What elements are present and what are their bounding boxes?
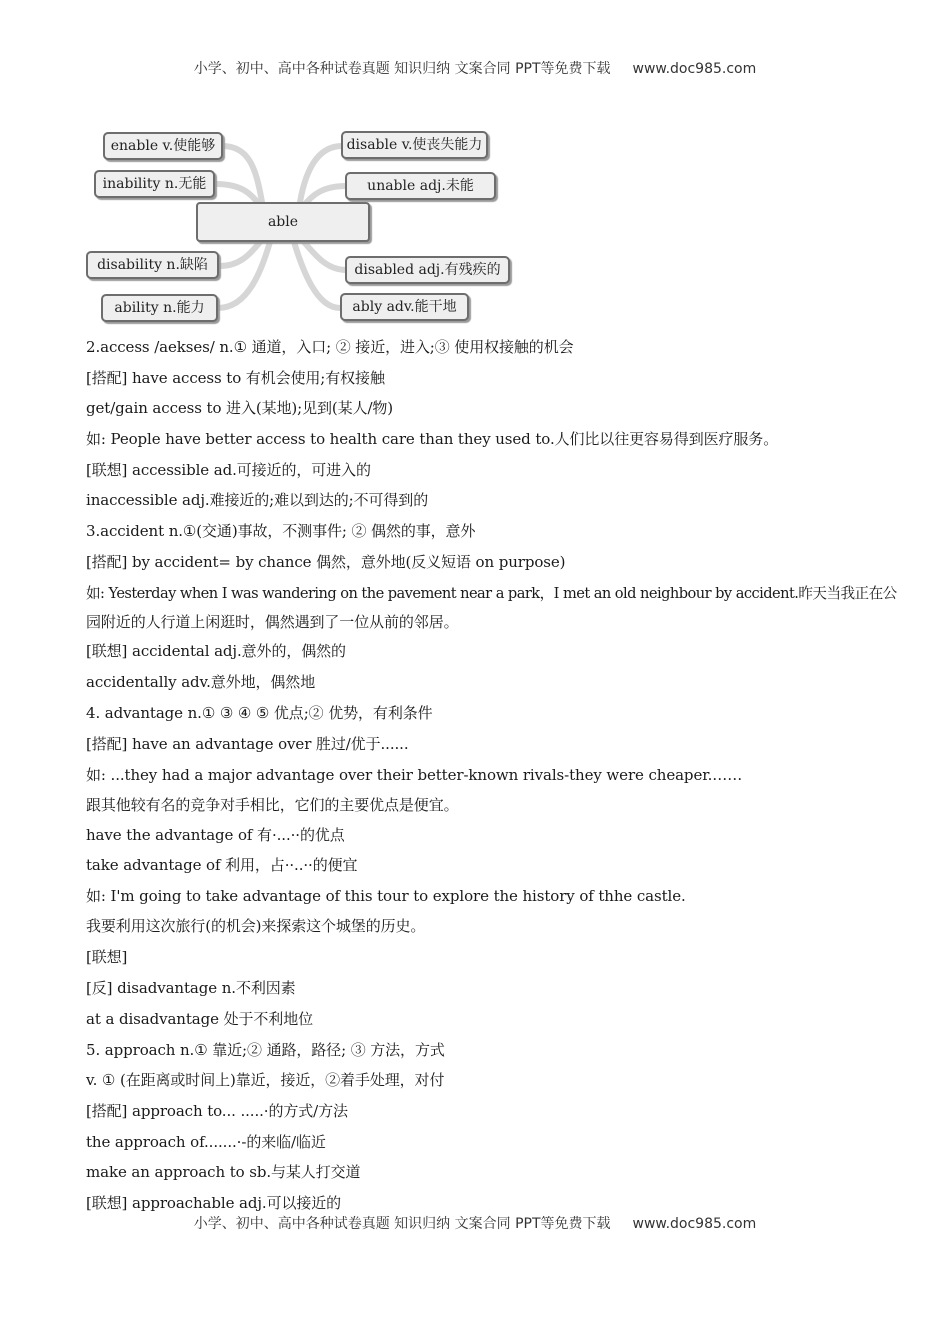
node-disable: disable v.使丧失能力: [341, 131, 488, 159]
entry-accident-title: 3.accident n.①(交通)事故，不测事件; ② 偶然的事，意外: [86, 522, 476, 540]
text-line: [联想] approachable adj.可以接近的: [86, 1194, 342, 1212]
node-disability: disability n.缺陷: [86, 251, 219, 279]
text-line: v. ① (在距离或时间上)靠近，接近，②着手处理，对付: [86, 1071, 445, 1089]
example-line: 如: Yesterday when I was wandering on the pavement near a park，I met an old neighbour by accident.昨天当我正在公: [86, 585, 897, 602]
page-header: [0, 58, 950, 78]
word-family-mindmap: [84, 128, 524, 328]
example-line: 如: I'm going to take advantage of this tour to explore the history of thhe castle.: [86, 887, 686, 905]
text-line: [搭配] have an advantage over 胜过/优于......: [86, 735, 409, 753]
text-line: have the advantage of 有·...··的优点: [86, 826, 345, 844]
text-line: inaccessible adj.难接近的;难以到达的;不可得到的: [86, 491, 429, 509]
page-footer: [0, 1213, 950, 1233]
example-line: 如: ...they had a major advantage over their better-known rivals-they were cheaper.……: [86, 766, 743, 784]
entry-advantage-title: 4. advantage n.① ③ ④ ⑤ 优点;② 优势，有利条件: [86, 704, 433, 722]
text-line: [反] disadvantage n.不利因素: [86, 979, 296, 997]
node-inability: inability n.无能: [94, 170, 215, 198]
entry-access-title: 2.access /aekses/ n.① 通道，入口; ② 接近，进入;③ 使用权接触的机会: [86, 338, 574, 356]
node-unable: unable adj.未能: [345, 172, 496, 200]
text-line: the approach of.......·-的来临/临近: [86, 1133, 326, 1151]
text-line: [搭配] by accident= by chance 偶然，意外地(反义短语 on purpose): [86, 553, 566, 571]
node-ably: ably adv.能干地: [340, 293, 469, 321]
text-line: at a disadvantage 处于不利地位: [86, 1010, 313, 1028]
node-able: able: [196, 202, 370, 242]
footer-text: 小学、初中、高中各种试卷真题 知识归纳 文案合同 PPT等免费下载: [193, 1216, 611, 1232]
example-line: 如: People have better access to health care than they used to.人们比以往更容易得到医疗服务。: [86, 430, 779, 448]
node-enable: enable v.使能够: [103, 132, 223, 160]
text-line: [联想] accidental adj.意外的，偶然的: [86, 642, 346, 660]
footer-site[interactable]: www.doc985.com: [632, 1216, 757, 1232]
text-line: [联想] accessible ad.可接近的，可进入的: [86, 461, 371, 479]
text-line: make an approach to sb.与某人打交道: [86, 1163, 361, 1181]
node-disabled: disabled adj.有残疾的: [345, 256, 510, 284]
text-line: [联想]: [86, 948, 128, 966]
entry-approach-title: 5. approach n.① 靠近;② 通路，路径; ③ 方法，方式: [86, 1041, 445, 1059]
text-line: 我要利用这次旅行(的机会)来探索这个城堡的历史。: [86, 917, 426, 935]
text-line: get/gain access to 进入(某地);见到(某人/物): [86, 399, 394, 417]
text-line: take advantage of 利用，占··..··的便宜: [86, 856, 358, 874]
node-ability: ability n.能力: [101, 294, 218, 322]
text-line: 跟其他较有名的竞争对手相比，它们的主要优点是便宜。: [86, 796, 459, 814]
header-site[interactable]: www.doc985.com: [632, 61, 757, 77]
text-line: [搭配] have access to 有机会使用;有权接触: [86, 369, 385, 387]
text-line: 园附近的人行道上闲逛时，偶然遇到了一位从前的邻居。: [86, 613, 459, 631]
header-text: 小学、初中、高中各种试卷真题 知识归纳 文案合同 PPT等免费下载: [193, 61, 611, 77]
text-line: accidentally adv.意外地，偶然地: [86, 673, 316, 691]
text-line: [搭配] approach to... .....·的方式/方法: [86, 1102, 348, 1120]
